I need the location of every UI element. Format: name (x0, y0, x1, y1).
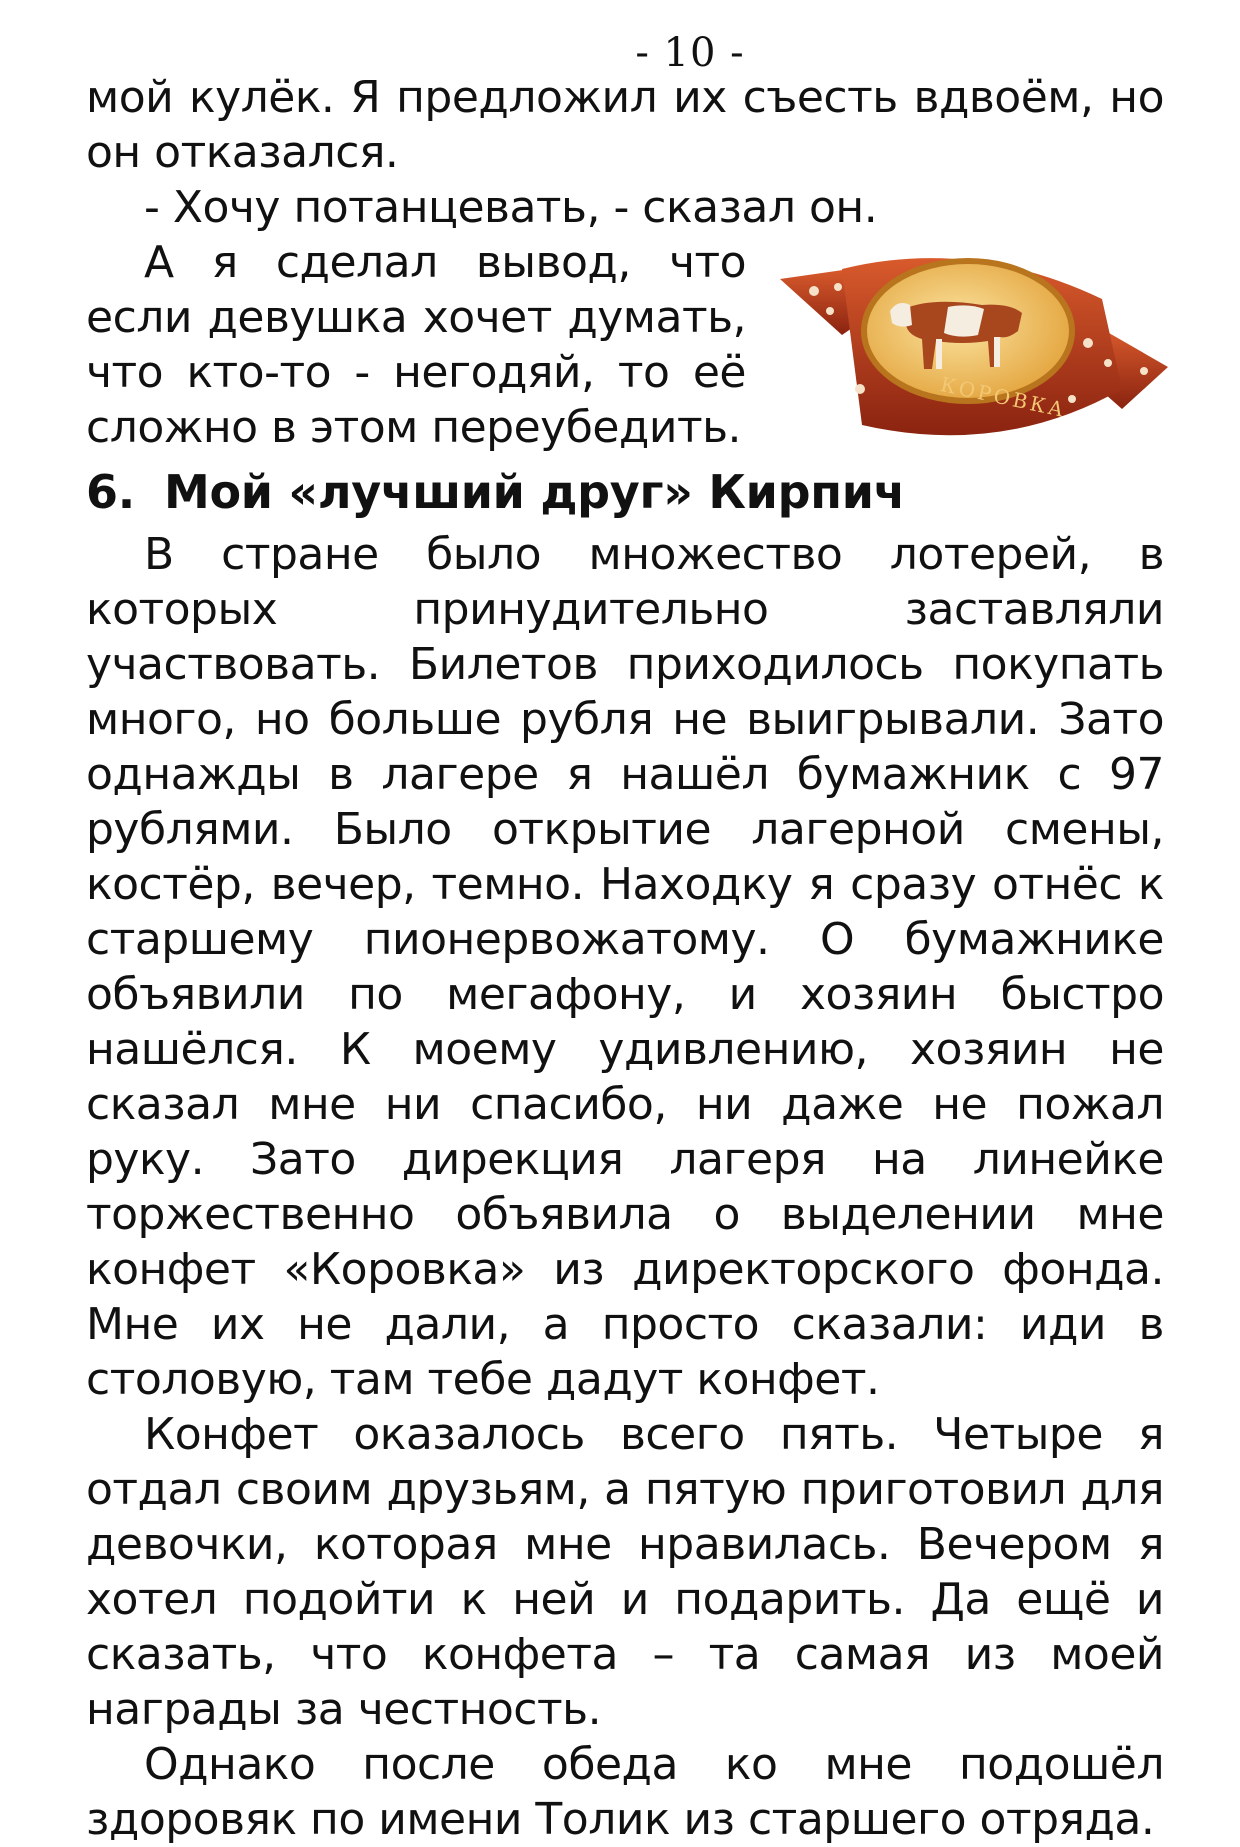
page-number: - 10 - (635, 30, 745, 76)
candy-wrapper-illustration (772, 239, 1176, 457)
paragraph: мой кулёк. Я предложил их съесть вдвоём, но он отказался. (86, 72, 1164, 178)
paragraph: - Хочу потанцевать, - сказал он. (144, 182, 878, 233)
paragraph-text: А я сделал вывод, что если девушка хочет думать, что кто-то - негодяй, то её сложно в этом переубедить. (86, 237, 746, 453)
paragraph: Конфет оказалось всего пять. Четыре я отдал своим друзьям, а пятую приготовил для девочки, которая мне нравилась. Вечером я хотел подойти к ней и подарить. Да ещё и сказать, что конфета – та самая из моей награды за честность. (86, 1409, 1164, 1735)
korovka-candy-image (772, 239, 1176, 457)
section-title: Мой «лучший друг» Кирпич (164, 465, 905, 519)
paragraph: В стране было множество лотерей, в которых принудительно заставляли участвовать. Билетов приходилось покупать много, но больше рубля не выигрывали. Зато однажды в лагере я нашёл бумажник с 97 рублями. Было открытие лагерной смены, костёр, вечер, темно. Находку я сразу отнёс к старшему пионервожатому. О бумажнике объявили по мегафону, и хозяин быстро нашёлся. К моему удивлению, хозяин не сказал мне ни спасибо, ни даже не пожал руку. Зато дирекция лагеря на линейке торжественно объявила о выделении мне конфет «Коровка» из директорского фонда. Мне их не дали, а просто сказали: иди в столовую, там тебе дадут конфет. (86, 529, 1164, 1405)
paragraph: Однако после обеда ко мне подошёл здоровяк по имени Толик из старшего отряда. (86, 1739, 1164, 1845)
section-number: 6. (86, 465, 135, 519)
wrapper-lettering: КОРОВКА (938, 372, 1069, 423)
paragraph-with-image (86, 235, 1164, 455)
body-text (86, 70, 1164, 1847)
section-heading (86, 461, 1164, 523)
